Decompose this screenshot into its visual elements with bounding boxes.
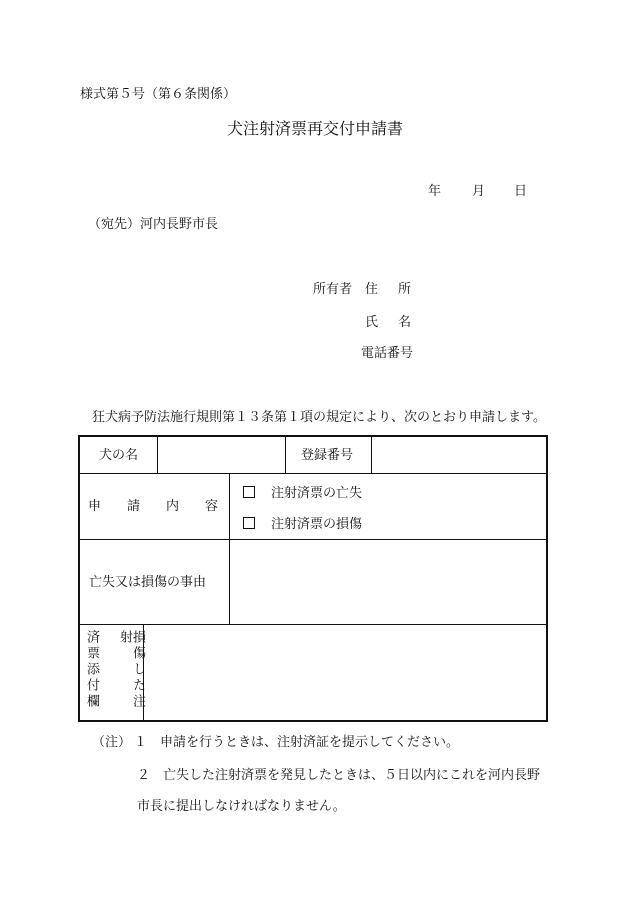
dog-name-label: 犬の名 [99, 448, 139, 463]
form-number: 様式第５号（第６条関係） [80, 87, 237, 102]
registration-number-label: 登録番号 [301, 448, 354, 463]
address-label: 住所 [365, 282, 432, 297]
dog-name-field[interactable] [158, 441, 284, 470]
application-content-label: 申 請 内 容 [88, 499, 219, 514]
checkbox-lost[interactable] [243, 486, 255, 498]
owner-label: 所有者 [313, 282, 353, 297]
application-form-table [78, 435, 548, 722]
statement: 狂犬病予防法施行規則第１３条第１項の規定により、次のとおり申請します。 [92, 410, 546, 425]
attachment-label-col2: 済票添付欄 [84, 630, 99, 710]
notes-label: （注） [92, 735, 132, 750]
date-year: 年 [428, 184, 442, 199]
phone-label: 電話番号 [361, 346, 414, 361]
checkbox-damaged[interactable] [243, 517, 255, 529]
date-day: 日 [514, 184, 528, 199]
note-item-2: ２ 亡失した注射済票を発見したときは、５日以内にこれを河内長野 [137, 768, 541, 783]
addressee: （宛先）河内長野市長 [88, 217, 219, 232]
option-lost[interactable] [243, 486, 362, 500]
document-title: 犬注射済票再交付申請書 [226, 119, 403, 138]
reason-label: 亡失又は損傷の事由 [89, 575, 207, 590]
date-line [428, 185, 527, 198]
attachment-label-col1: 損傷した注射 [117, 630, 145, 710]
option-damaged-label: 注射済票の損傷 [271, 517, 363, 532]
option-lost-label: 注射済票の亡失 [271, 486, 363, 501]
option-damaged[interactable] [243, 517, 362, 531]
date-month: 月 [472, 184, 486, 199]
reason-field[interactable] [231, 541, 543, 622]
note-item-1: １ 申請を行うときは、注射済証を提示してください。 [134, 735, 460, 750]
registration-number-field[interactable] [372, 441, 544, 470]
attachment-area [145, 626, 544, 720]
note-item-2-continued: 市長に提出しなければなりません。 [137, 799, 346, 814]
name-label: 氏名 [365, 315, 432, 330]
